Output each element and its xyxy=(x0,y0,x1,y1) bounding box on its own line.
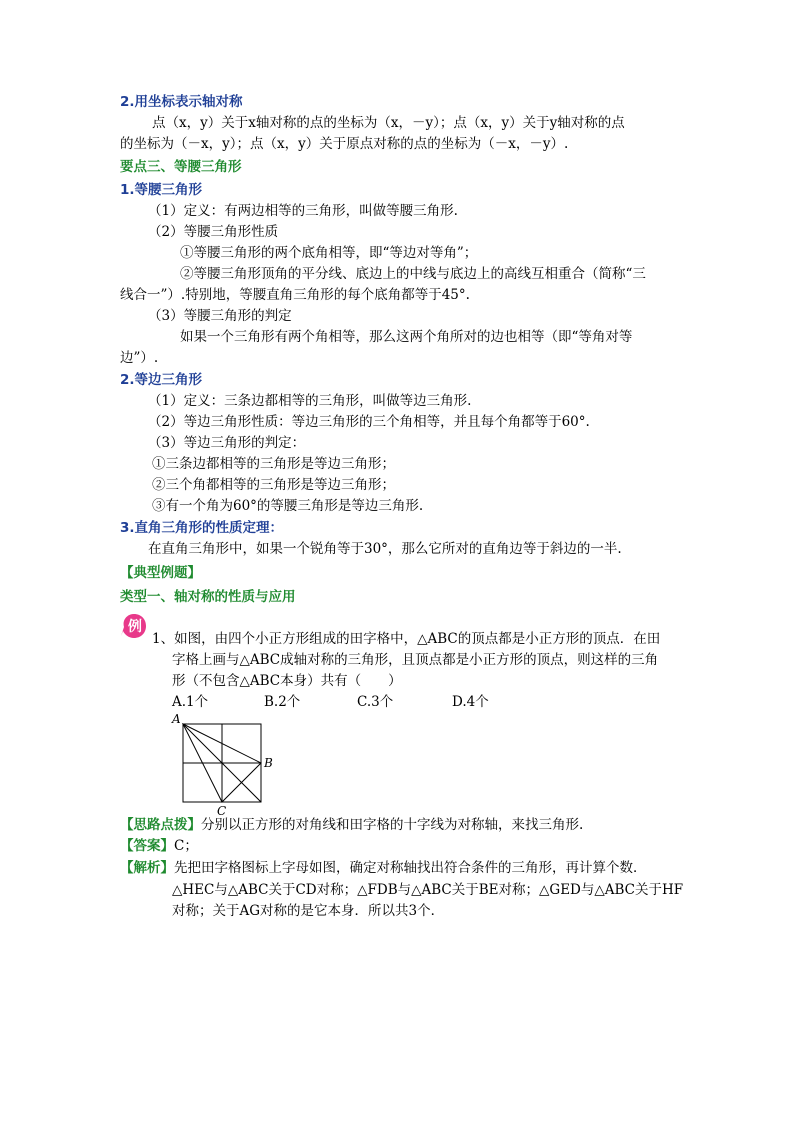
section2-line1: 点（x，y）关于x轴对称的点的坐标为（x，－y）；点（x，y）关于y轴对称的点 xyxy=(152,115,625,131)
typical-examples-title: 【典型例题】 xyxy=(120,565,201,581)
section2-title: 2.用坐标表示轴对称 xyxy=(120,94,243,110)
question1-line3: 形（不包含△ABC本身）共有（ ） xyxy=(172,673,402,689)
right-triangle-title: 3.直角三角形的性质定理： xyxy=(120,520,284,536)
tian-grid-figure xyxy=(168,712,278,818)
option-c: C.3个 xyxy=(357,694,394,710)
isosceles-definition: （1）定义：有两边相等的三角形，叫做等腰三角形. xyxy=(148,203,458,219)
equilateral-judgement-2: ②三个角都相等的三角形是等边三角形； xyxy=(152,477,395,493)
equilateral-judgement-title: （3）等边三角形的判定： xyxy=(148,435,306,451)
analysis-line2: △HEC与△ABC关于CD对称；△FDB与△ABC关于BE对称；△GED与△ABC关于HF xyxy=(172,882,684,898)
label-c: C xyxy=(217,804,227,818)
label-a: A xyxy=(172,712,181,726)
equilateral-judgement-1: ①三条边都相等的三角形是等边三角形； xyxy=(152,456,395,472)
analysis-text-1: 先把田字格图标上字母如图，确定对称轴找出符合条件的三角形，再计算个数． xyxy=(174,860,647,876)
hint-tag: 【思路点拨】 xyxy=(120,817,201,833)
equilateral-judgement-3: ③有一个角为60°的等腰三角形是等边三角形. xyxy=(152,498,424,514)
analysis-tag: 【解析】 xyxy=(120,860,174,876)
hint-text: 分别以正方形的对角线和田字格的十字线为对称轴，来找三角形. xyxy=(201,817,584,833)
isosceles-judgement-title: （3）等腰三角形的判定 xyxy=(148,308,292,324)
equilateral-property: （2）等边三角形性质：等边三角形的三个角相等，并且每个角都等于60°. xyxy=(148,414,590,430)
option-b: B.2个 xyxy=(264,694,301,710)
question1-line1: 1、如图，由四个小正方形组成的田字格中，△ABC的顶点都是小正方形的顶点．在田 xyxy=(152,631,661,647)
right-triangle-text: 在直角三角形中，如果一个锐角等于30°，那么它所对的直角边等于斜边的一半. xyxy=(148,541,622,557)
analysis-line3: 对称；关于AG对称的是它本身．所以共3个． xyxy=(172,903,445,919)
badge-label: 例 xyxy=(128,619,142,635)
isosceles-judgement-a: 如果一个三角形有两个角相等，那么这两个角所对的边也相等（即“等角对等 xyxy=(180,329,633,345)
example-badge-icon xyxy=(120,612,148,640)
answer-text: C； xyxy=(174,838,198,854)
hint-line xyxy=(120,815,583,835)
equilateral-definition: （1）定义：三条边都相等的三角形，叫做等边三角形. xyxy=(148,393,472,409)
isosceles-property-title: （2）等腰三角形性质 xyxy=(148,224,279,240)
isosceles-judgement-b: 边”）. xyxy=(120,350,159,366)
equilateral-title: 2.等边三角形 xyxy=(120,372,203,388)
key3-title: 要点三、等腰三角形 xyxy=(120,159,242,175)
isosceles-property-1: ①等腰三角形的两个底角相等，即“等边对等角”； xyxy=(180,245,478,261)
isosceles-title: 1.等腰三角形 xyxy=(120,182,203,198)
option-a: A.1个 xyxy=(172,694,209,710)
isosceles-property-2b: 线合一”）.特别地，等腰直角三角形的每个底角都等于45°. xyxy=(120,287,470,303)
analysis-line1 xyxy=(120,858,647,878)
isosceles-property-2a: ②等腰三角形顶角的平分线、底边上的中线与底边上的高线互相重合（简称“三 xyxy=(180,266,646,282)
label-b: B xyxy=(264,756,273,770)
type1-title: 类型一、轴对称的性质与应用 xyxy=(120,589,296,605)
section2-line2: 的坐标为（－x，y）；点（x，y）关于原点对称的点的坐标为（－x，－y）. xyxy=(120,136,569,152)
answer-tag: 【答案】 xyxy=(120,838,174,854)
answer-line xyxy=(120,836,198,856)
question1-line2: 字格上画与△ABC成轴对称的三角形，且顶点都是小正方形的顶点，则这样的三角 xyxy=(172,652,659,668)
option-d: D.4个 xyxy=(452,694,489,710)
